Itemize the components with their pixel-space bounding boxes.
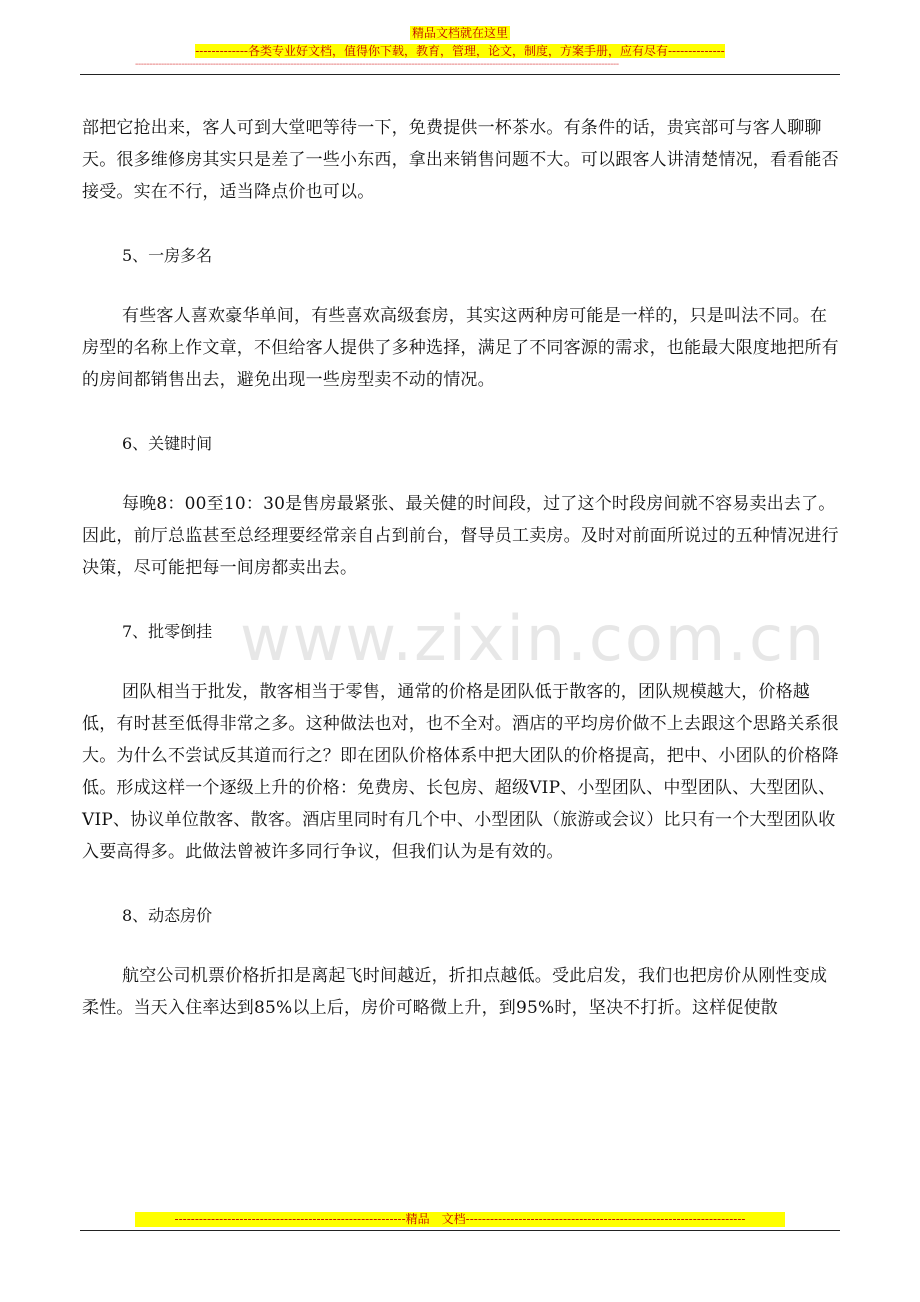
paragraph-section-6: 每晚8：00至10：30是售房最紧张、最关健的时间段，过了这个时段房间就不容易卖出去了。因此，前厅总监甚至总经理要经常亲自占到前台，督导员工卖房。及时对前面所说过的五种情况进行决策，尽可能把每一间房都卖出去。 [82,494,839,578]
paragraph-continued: 部把它抢出来，客人可到大堂吧等待一下，免费提供一杯茶水。有条件的话，贵宾部可与客人聊聊天。很多维修房其实只是差了一些小东西，拿出来销售问题不大。可以跟客人讲清楚情况，看看能否接受。实在不行，适当降点价也可以。 [82,118,839,202]
watermark: www.zixin.com.cn [240,602,827,675]
paragraph-section-7: 团队相当于批发，散客相当于零售，通常的价格是团队低于散客的，团队规模越大，价格越低，有时甚至低得非常之多。这种做法也对，也不全对。酒店的平均房价做不上去跟这个思路关系很大。为什么不尝试反其道而行之？即在团队价格体系中把大团队的价格提高，把中、小团队的价格降低。形成这样一个逐级上升的价格：免费房、长包房、超级VIP、小型团队、中型团队、大型团队、VIP、协议单位散客、散客。酒店里同时有几个中、小型团队（旅游或会议）比只有一个大型团队收入要高得多。此做法曾被许多同行争议，但我们认为是有效的。 [82,682,839,862]
header-tagline-row [0,40,920,59]
document-body [82,112,840,1024]
section-heading-5: 5、一房多名 [122,246,213,265]
section-heading-8: 8、动态房价 [122,906,213,925]
footer-rule [80,1230,840,1231]
footer-banner: ---------------------------------------------------------精品 文档--------------------------------------------------------------------- [135,1212,785,1227]
paragraph-section-8: 航空公司机票价格折扣是离起飞时间越近，折扣点越低。受此启发，我们也把房价从刚性变成柔性。当天入住率达到85%以上后，房价可略微上升，到95%时，坚决不打折。这样促使散 [82,966,828,1018]
header-title: 精品文档就在这里 [411,26,508,40]
paragraph-section-5: 有些客人喜欢豪华单间，有些喜欢高级套房，其实这两种房可能是一样的，只是叫法不同。在房型的名称上作文章，不但给客人提供了多种选择，满足了不同客源的需求，也能最大限度地把所有的房间都销售出去，避免出现一些房型卖不动的情况。 [82,306,839,390]
header-tagline: -------------各类专业好文档，值得你下载，教育，管理，论文，制度，方案手册，应有尽有-------------- [195,44,725,58]
header-dashed-divider: ------------------------------------------------------------------------------------------------------------------------------------------------------------------------ [135,60,619,70]
header-rule [80,74,840,75]
section-heading-6: 6、关键时间 [122,434,213,453]
header-title-row [0,22,920,41]
section-heading-7: 7、批零倒挂 [122,622,213,641]
